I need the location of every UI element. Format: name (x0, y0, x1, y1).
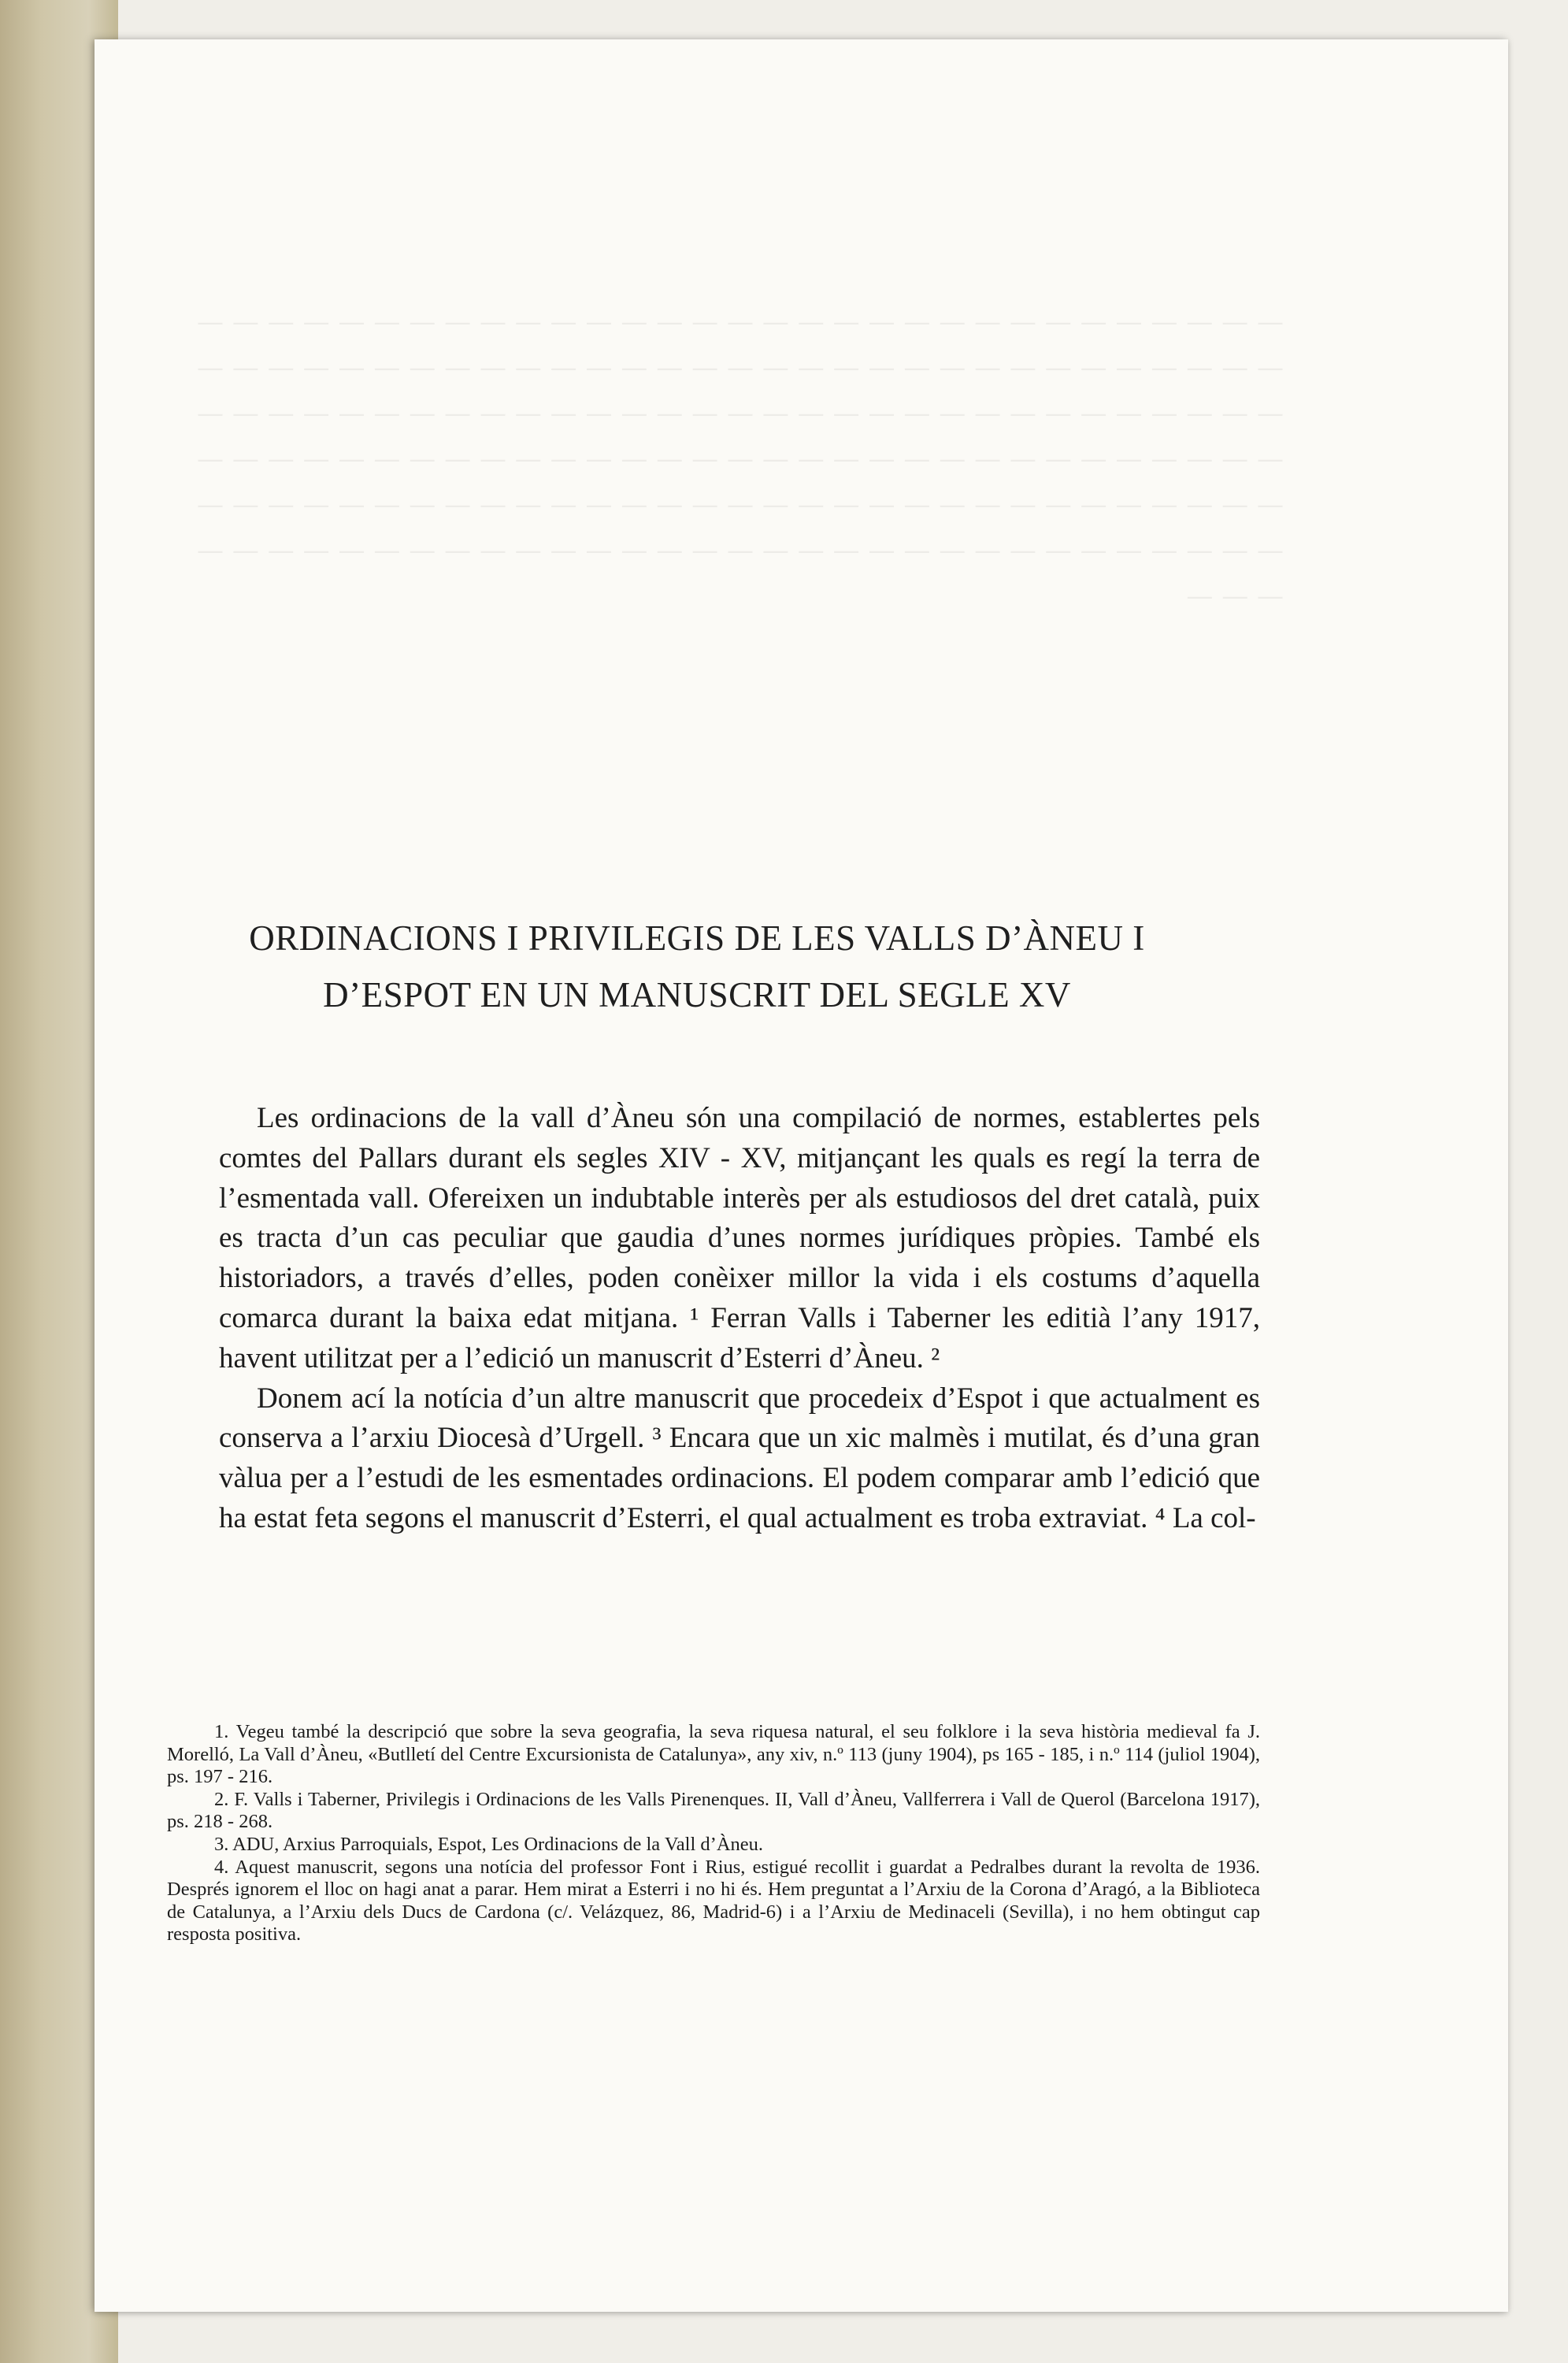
footnote-3: 3. ADU, Arxius Parroquials, Espot, Les Ordinacions de la Vall d’Àneu. (214, 1833, 764, 1855)
footnote-4: 4. Aquest manuscrit, segons una notícia del professor Font i Rius, estigué recollit i guardat a Pedralbes durant la revolta de 1936. Després ignorem el lloc on hagi anat a parar. Hem mirat a Esterri i no hi és. Hem preguntat a l’Arxiu de la Corona d’Aragó, a la Biblioteca de Catalunya, a l’Arxiu dels Ducs de Cardona (c/. Velázquez, 86, Madrid-6) i a l’Arxiu de Medinaceli (Sevilla), i no hem obtingut cap resposta positiva. (167, 1856, 1260, 1946)
body-paragraph-1: Les ordinacions de la vall d’Àneu són una compilació de normes, establertes pels comtes del Pallars durant els segles XIV - XV, mitjançant les quals es regí la terra de l’esmentada vall. Ofereixen un indubtable interès per als estudiosos del dret català, puix es tracta d’un cas peculiar que gaudia d’unes normes jurídiques pròpies. També els historiadors, a través d’elles, poden conèixer millor la vida i els costums d’aquella comarca durant la baixa edat mitjana. ¹ Ferran Valls i Taberner les editià l’any 1917, havent utilitzat per a l’edició un manuscrit d’Esterri d’Àneu. ² (219, 1102, 1260, 1374)
article-body (219, 1099, 1260, 1539)
footnote-1: 1. Vegeu també la descripció que sobre la seva geografia, la seva riquesa natural, el seu folklore i la seva història medieval fa J. Morelló, La Vall d’Àneu, «Butlletí del Centre Excursionista de Catalunya», any xiv, n.º 113 (juny 1904), ps 165 - 185, i n.º 114 (juliol 1904), ps. 197 - 216. (167, 1721, 1260, 1788)
footnote-2: 2. F. Valls i Taberner, Privilegis i Ordinacions de les Valls Pirenenques. II, Vall d’Àneu, Vallferrera i Vall de Querol (Barcelona 1917), ps. 218 - 268. (167, 1788, 1260, 1833)
footnotes (167, 1721, 1260, 1946)
body-paragraph-2: Donem ací la notícia d’un altre manuscrit que procedeix d’Espot i que actualment es conserva a l’arxiu Diocesà d’Urgell. ³ Encara que un xic malmès i mutilat, és d’una gran vàlua per a l’estudi de les esmentades ordinacions. El podem comparar amb l’edició que ha estat feta segons el manuscrit d’Esterri, el qual actualment es troba extraviat. ⁴ La col- (219, 1382, 1260, 1534)
article-title: ORDINACIONS I PRIVILEGIS DE LES VALLS D’ÀNEU I D’ESPOT EN UN MANUSCRIT DEL SEGLE XV (249, 918, 1145, 1015)
